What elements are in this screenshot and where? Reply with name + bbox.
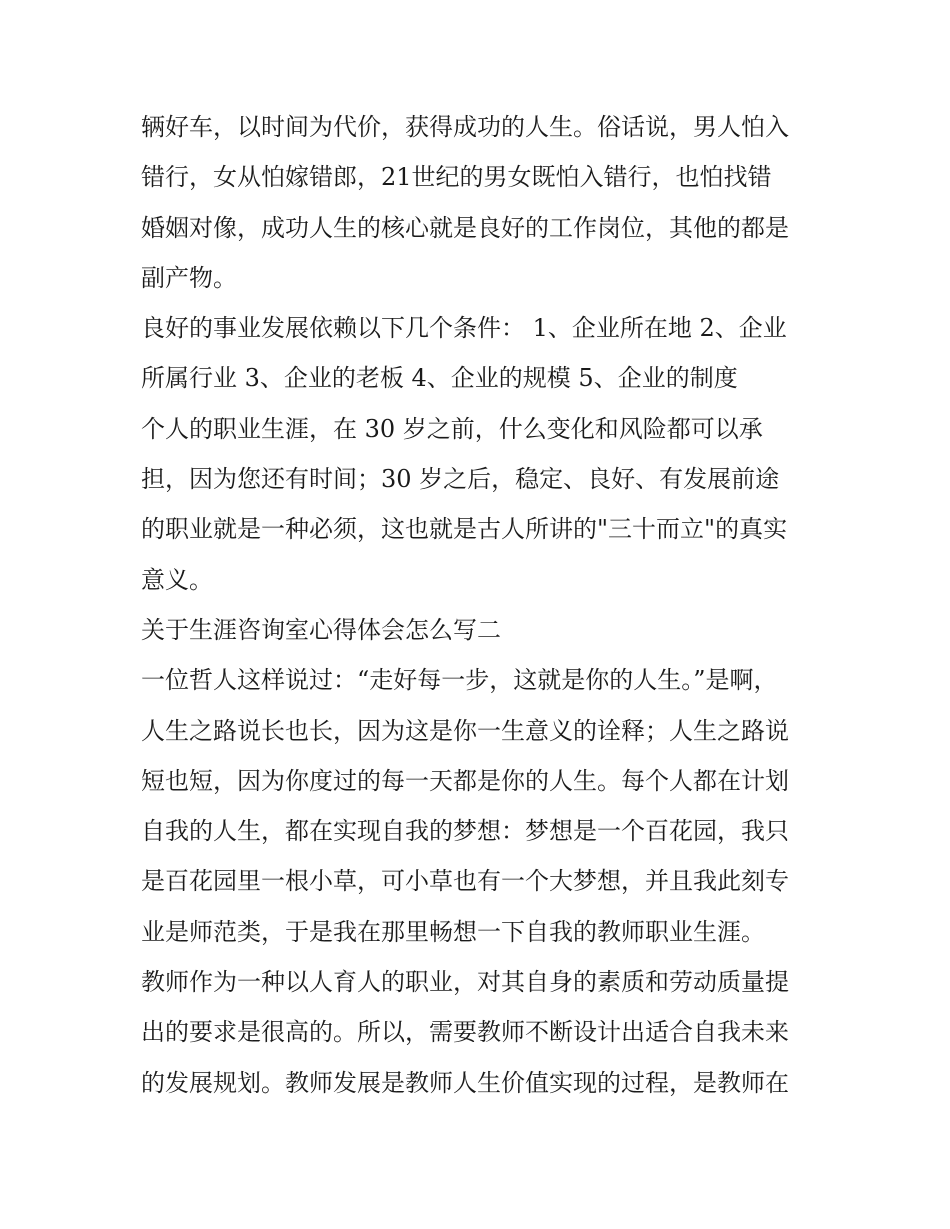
section-heading: 关于生涯咨询室心得体会怎么写二	[141, 615, 501, 644]
text-line: 副产物。	[141, 263, 237, 292]
text-line: 一位哲人这样说过：“走好每一步，这就是你的人生。”是啊，	[141, 666, 778, 695]
text-line: 是百花园里一根小草，可小草也有一个大梦想，并且我此刻专	[141, 867, 789, 896]
text-line: 辆好车，以时间为代价，获得成功的人生。俗话说，男人怕入	[141, 113, 789, 141]
text-line: 个人的职业生涯，在 30 岁之前，什么变化和风险都可以承	[141, 414, 763, 443]
text-line: 的发展规划。教师发展是教师人生价值实现的过程，是教师在	[141, 1068, 789, 1097]
text-line: 意义。	[141, 565, 213, 594]
text-line: 良好的事业发展依赖以下几个条件： 1、企业所在地 2、企业	[141, 314, 787, 343]
text-line: 错行，女从怕嫁错郎，21世纪的男女既怕入错行，也怕找错	[141, 163, 772, 192]
text-line: 业是师范类，于是我在那里畅想一下自我的教师职业生涯。	[141, 917, 765, 946]
body-text	[141, 102, 821, 1108]
text-line: 人生之路说长也长，因为这是你一生意义的诠释；人生之路说	[141, 716, 789, 745]
text-line: 出的要求是很高的。所以，需要教师不断设计出适合自我未来	[141, 1018, 789, 1047]
text-line: 短也短，因为你度过的每一天都是你的人生。每个人都在计划	[141, 766, 789, 795]
text-line: 的职业就是一种必须，这也就是古人所讲的"三十而立"的真实	[141, 515, 788, 544]
text-line: 所属行业 3、企业的老板 4、企业的规模 5、企业的制度	[141, 364, 738, 393]
text-line: 自我的人生，都在实现自我的梦想：梦想是一个百花园，我只	[141, 817, 789, 846]
text-line: 教师作为一种以人育人的职业，对其自身的素质和劳动质量提	[141, 968, 789, 997]
text-line: 担，因为您还有时间；30 岁之后，稳定、良好、有发展前途	[141, 465, 780, 494]
text-line: 婚姻对像，成功人生的核心就是良好的工作岗位，其他的都是	[141, 213, 789, 242]
